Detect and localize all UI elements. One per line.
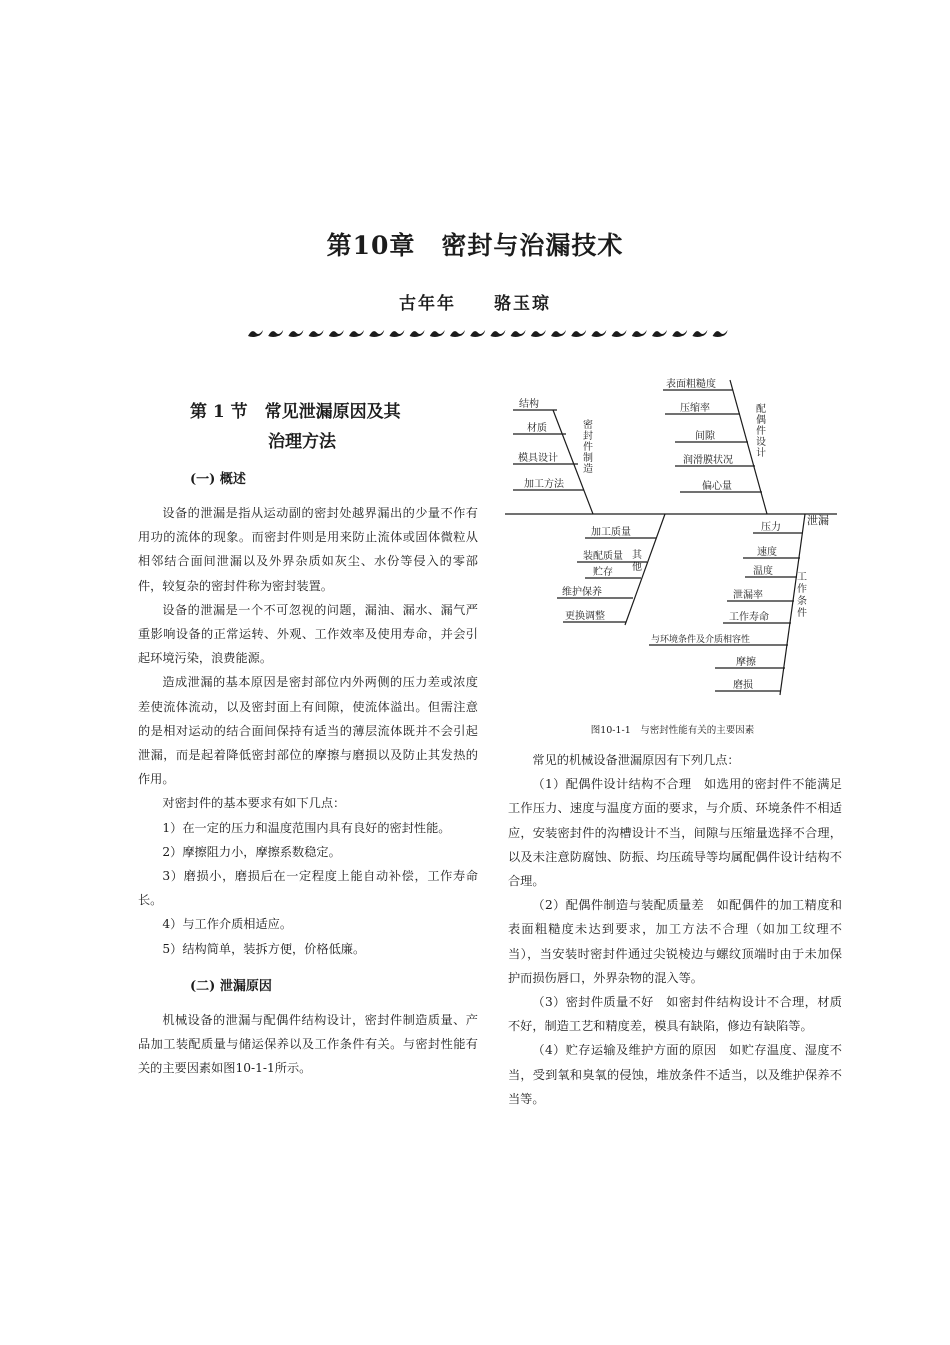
group-label-text: 工作条件 [797, 572, 807, 619]
design-item-label: 压缩率 [680, 403, 710, 414]
ornament-divider [244, 326, 732, 340]
work-item-label: 泄漏率 [733, 590, 763, 601]
ornament-glyph [248, 330, 263, 337]
other-item-label: 加工质量 [591, 527, 631, 538]
paragraph-leak-definition: 设备的泄漏是指从运动副的密封处越界漏出的少量不作有用功的流体的现象。而密封件则是用来防止流体或固体微粒从相邻结合面间泄漏以及外界杂质如灰尘、水份等侵入的零部件，较复杂的密封件称为密封装置。 [138, 506, 478, 593]
seal-item-label: 加工方法 [524, 479, 564, 490]
section-title-line1: 第 1 节 常见泄漏原因及其 [190, 402, 401, 422]
ornament-glyph [349, 330, 364, 337]
ornament-glyph [652, 330, 667, 337]
subsection-overview-heading: (一) 概述 [190, 472, 246, 487]
ornament-glyph [268, 330, 283, 337]
other-item-label: 装配质量 [583, 551, 623, 562]
work-item-label: 磨损 [733, 680, 753, 691]
design-item-label: 表面粗糙度 [666, 379, 716, 390]
other-item-label: 更换调整 [565, 611, 605, 622]
work-item-label: 与环境条件及介质相容性 [651, 635, 751, 645]
ornament-glyph [612, 330, 627, 337]
paragraph-leak-impact: 设备的泄漏是一个不可忽视的问题，漏油、漏水、漏气严重影响设备的正常运转、外观、工作效率及使用寿命，并会引起环境污染，浪费能源。 [138, 602, 478, 666]
group-label-text: 密封件制造 [583, 420, 593, 475]
section-title-line2: 治理方法 [268, 432, 336, 452]
ornament-glyph [551, 330, 566, 337]
requirement-item: 5）结构简单，装拆方便，价格低廉。 [162, 941, 366, 956]
ornament-glyph [329, 330, 344, 337]
work-item-label: 压力 [761, 522, 781, 533]
ornament-glyph [288, 330, 303, 337]
cause-seal-quality: （3）密封件质量不好 如密封件结构设计不合理，材质不好，制造工艺和精度差，模具有缺陷，修边有缺陷等。 [508, 995, 842, 1034]
ornament-glyph [632, 330, 647, 337]
ornament-glyph [389, 330, 404, 337]
ornament-glyph [591, 330, 606, 337]
requirement-item: 2）摩擦阻力小，摩擦系数稳定。 [162, 844, 341, 859]
other-group-label [632, 549, 643, 573]
paragraph-leak-cause: 造成泄漏的基本原因是密封部位内外两侧的压力差或浓度差使流体流动，以及密封面上有间隙，使流体溢出。但需注意的是相对运动的结合面间保持有适当的薄层流体既并不会引起泄漏，而是起着降低密封部位的摩擦与磨损以及防止其发热的作用。 [138, 675, 478, 787]
group-label-text: 配偶件设计 [756, 404, 766, 459]
ornament-glyph [450, 330, 465, 337]
outcome-label: 泄漏 [807, 514, 829, 527]
ornament-glyph [672, 330, 687, 337]
fishbone-bone-other [625, 514, 665, 625]
work-item-label: 速度 [757, 547, 777, 558]
ornament-glyph [571, 330, 586, 337]
ornament-glyph [410, 330, 425, 337]
figure-caption: 图10-1-1 与密封性能有关的主要因素 [590, 725, 755, 736]
design-item-label: 润滑膜状况 [683, 455, 733, 466]
cause-design: （1）配偶件设计结构不合理 如选用的密封件不能满足工作压力、速度与温度方面的要求，与介质、环境条件不相适应，安装密封件的沟槽设计不当，间隙与压缩量选择不合理，以及未注意防腐蚀、防振、均压疏导等均属配偶件设计结构不合理。 [508, 777, 842, 889]
work-item-label: 摩擦 [736, 657, 756, 668]
ornament-glyph [531, 330, 546, 337]
fishbone-diagram [505, 370, 840, 700]
seal-item-label: 结构 [519, 399, 539, 410]
paragraph-requirements-intro: 对密封件的基本要求有如下几点： [162, 796, 346, 811]
requirement-item: 3）磨损小，磨损后在一定程度上能自动补偿，工作寿命长。 [138, 869, 478, 908]
paragraph-common-causes-intro: 常见的机械设备泄漏原因有下列几点： [532, 753, 740, 767]
work-item-label: 工作寿命 [729, 612, 769, 623]
requirement-item: 1）在一定的压力和温度范围内具有良好的密封性能。 [162, 820, 451, 835]
other-item-label: 贮存 [593, 567, 613, 578]
seal-item-label: 模具设计 [518, 453, 558, 464]
authors: 古年年 骆玉琼 [399, 294, 551, 314]
ornament-glyph [369, 330, 384, 337]
ornament-glyph [511, 330, 526, 337]
work-item-label: 温度 [753, 566, 773, 577]
other-items [557, 525, 656, 622]
group-label-text: 其他 [632, 550, 642, 573]
seal-items [513, 397, 584, 490]
subsection-leak-causes-heading: (二) 泄漏原因 [190, 978, 272, 994]
paragraph-leak-factors: 机械设备的泄漏与配偶件结构设计，密封件制造质量、产品加工装配质量与储运保养以及工作条件有关。与密封性能有关的主要因素如图10-1-1所示。 [138, 1012, 478, 1076]
design-items [663, 377, 762, 492]
seal-item-label: 材质 [527, 423, 547, 434]
section-title [190, 397, 490, 457]
requirement-item: 4）与工作介质相适应。 [162, 917, 293, 932]
ornament-glyph [692, 330, 707, 337]
ornament-glyph [713, 330, 728, 337]
ornament-glyph [470, 330, 485, 337]
design-item-label: 间隙 [695, 431, 715, 442]
work-items [649, 520, 803, 691]
seal-group-label [583, 418, 593, 475]
right-column [508, 748, 842, 1111]
work-group-label [797, 571, 807, 619]
cause-storage: （4）贮存运输及维护方面的原因 如贮存温度、湿度不当，受到氧和臭氧的侵蚀，堆放条件不适当，以及维护保养不当等。 [508, 1043, 842, 1106]
ornament-glyph [309, 330, 324, 337]
left-column [138, 468, 478, 1080]
chapter-title: 第10章 密封与治漏技术 [326, 231, 624, 260]
design-group-label [756, 403, 766, 459]
design-item-label: 偏心量 [702, 481, 732, 492]
ornament-glyph [430, 330, 445, 337]
cause-manufacture: （2）配偶件制造与装配质量差 如配偶件的加工精度和表面粗糙度未达到要求，加工方法不合理（如加工纹理不当），当安装时密封件通过尖锐棱边与螺纹顶端时由于未加保护而损伤唇口，外界杂物的混入等。 [508, 898, 842, 985]
ornament-glyph [490, 330, 505, 337]
other-item-label: 维护保养 [562, 587, 602, 598]
